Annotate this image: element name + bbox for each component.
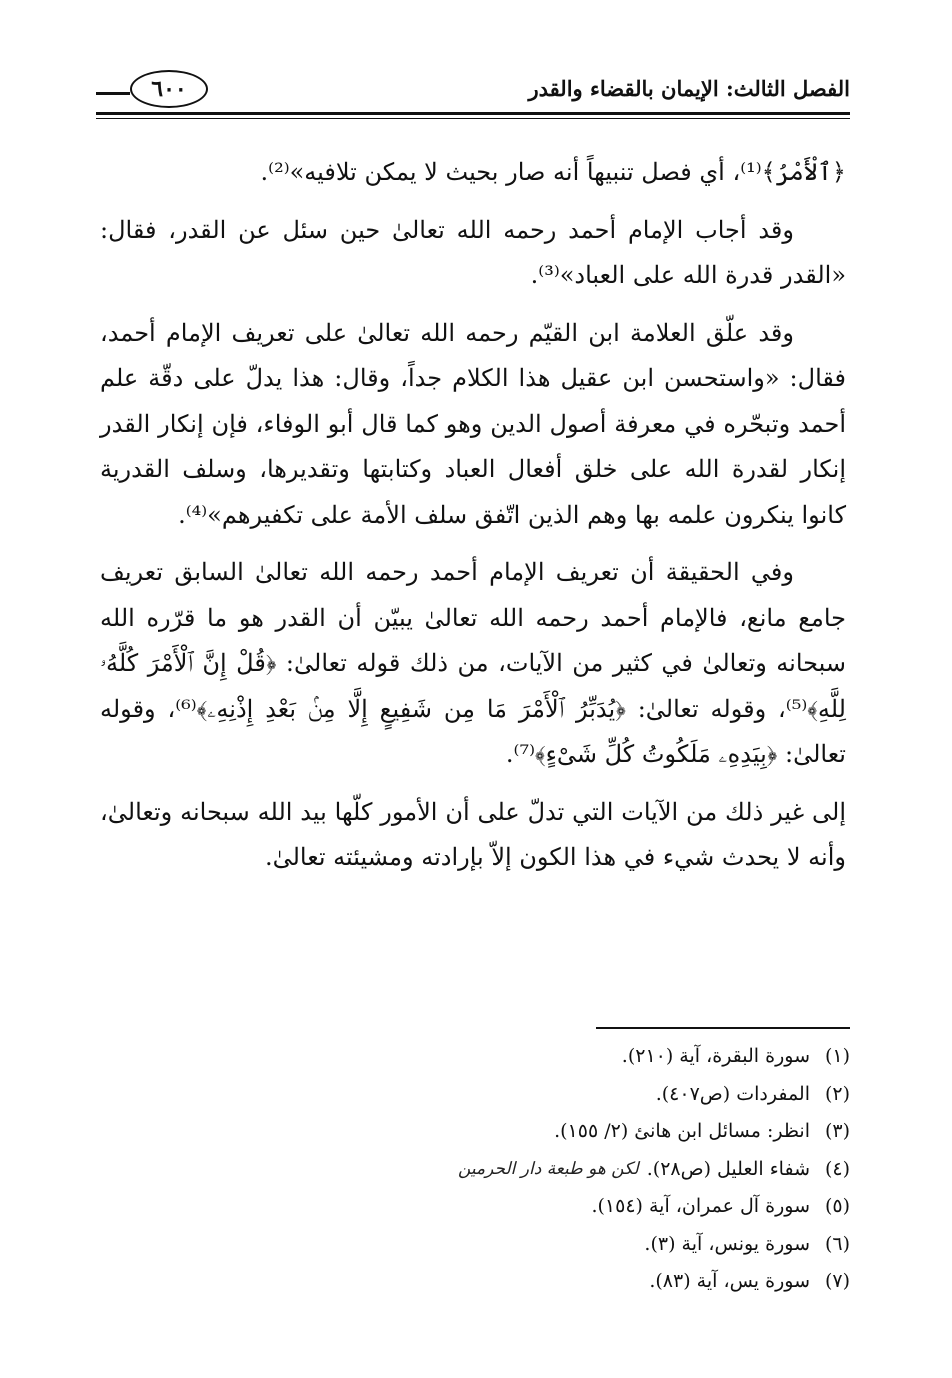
footnote-number: (٣) (824, 1120, 850, 1142)
footnote-text: المفردات (ص٤٠٧). (655, 1082, 810, 1105)
footnote-number: (٢) (824, 1082, 850, 1105)
footnote-separator (596, 1027, 850, 1029)
body-text (100, 150, 846, 893)
footnote-item (290, 1076, 850, 1114)
footnote-number: (٧) (824, 1270, 850, 1292)
page-header (96, 68, 850, 118)
paragraph: وقد أجاب الإمام أحمد رحمه الله تعالىٰ حين سئل عن القدر، فقال: «القدر قدرة الله على العباد»⁽³⁾. (100, 215, 846, 289)
page-number: ٦٠٠ (130, 70, 208, 108)
footnote-number: (٤) (824, 1157, 850, 1180)
header-rule-thick (96, 112, 850, 115)
footnote-number: (١) (824, 1045, 850, 1067)
header-rule-short (96, 92, 130, 95)
footnote-text: شفاء العليل (ص٢٨). (646, 1157, 810, 1180)
footnote-number: (٦) (824, 1232, 850, 1255)
footnote-text: سورة البقرة، آية (٢١٠). (621, 1045, 810, 1067)
paragraph: وقد علّق العلامة ابن القيّم رحمه الله تعالىٰ على تعريف الإمام أحمد، فقال: «واستحسن ابن عقيل هذا الكلام جداً، وقال: هذا يدلّ على دقّة علم أحمد وتبحّره في معرفة أصول الدين وهو كما قال أبو الوفاء، فإن إنكار القدر إنكار لقدرة الله على خلق أفعال العباد وكتابتها وتقديرها، وسلف القدرية كانوا ينكرون علمه بها وهم الذين اتّفق سلف الأمة على تكفيرهم»⁽⁴⁾. (100, 318, 846, 529)
footnote-item (290, 1226, 850, 1264)
handwritten-note: لكن هو طبعة دار الحرمين (457, 1158, 639, 1179)
paragraph: وفي الحقيقة أن تعريف الإمام أحمد رحمه الله تعالىٰ السابق تعريف جامع مانع، فالإمام أحمد رحمه الله تعالىٰ يبيّن أن القدر هو ما قرّره الله سبحانه وتعالىٰ في كثير من الآيات، من ذلك قوله تعالىٰ: ﴿قُلْ إِنَّ ٱلْأَمْرَ كُلَّهُۥ لِلَّهِ﴾⁽⁵⁾، وقوله تعالىٰ: ﴿يُدَبِّرُ ٱلْأَمْرَ مَا مِن شَفِيعٍ إِلَّا مِنۢ بَعْدِ إِذْنِهِۦ﴾⁽⁶⁾، وقوله تعالىٰ: ﴿بِيَدِهِۦ مَلَكُوتُ كُلِّ شَىْءٍ﴾⁽⁷⁾. (100, 558, 846, 768)
footnote-item (290, 1113, 850, 1151)
paragraph-continuation: ﴿ٱلْأَمْرُ﴾⁽¹⁾، أي فصل تنبيهاً أنه صار بحيث لا يمكن تلافيه»⁽²⁾. (260, 158, 846, 186)
footnote-text: سورة يس، آية (٨٣). (649, 1270, 810, 1292)
footnote-item (290, 1151, 850, 1189)
footnote-item (290, 1188, 850, 1226)
footnote-number: (٥) (824, 1195, 850, 1217)
footnote-text: انظر: مسائل ابن هانئ (٢/ ١٥٥). (554, 1120, 810, 1142)
paragraph: إلى غير ذلك من الآيات التي تدلّ على أن الأمور كلّها بيد الله سبحانه وتعالىٰ، وأنه لا يحدث شيء في هذا الكون إلاّ بإرادته ومشيئته تعالىٰ. (100, 797, 846, 871)
footnote-item (290, 1263, 850, 1301)
footnote-text: سورة يونس، آية (٣). (644, 1232, 810, 1255)
running-title: الفصل الثالث: الإيمان بالقضاء والقدر (528, 76, 850, 101)
footnote-text: سورة آل عمران، آية (١٥٤). (591, 1195, 810, 1217)
footnote-item (290, 1038, 850, 1076)
header-rule-thin (96, 118, 850, 119)
footnotes (290, 1038, 850, 1301)
